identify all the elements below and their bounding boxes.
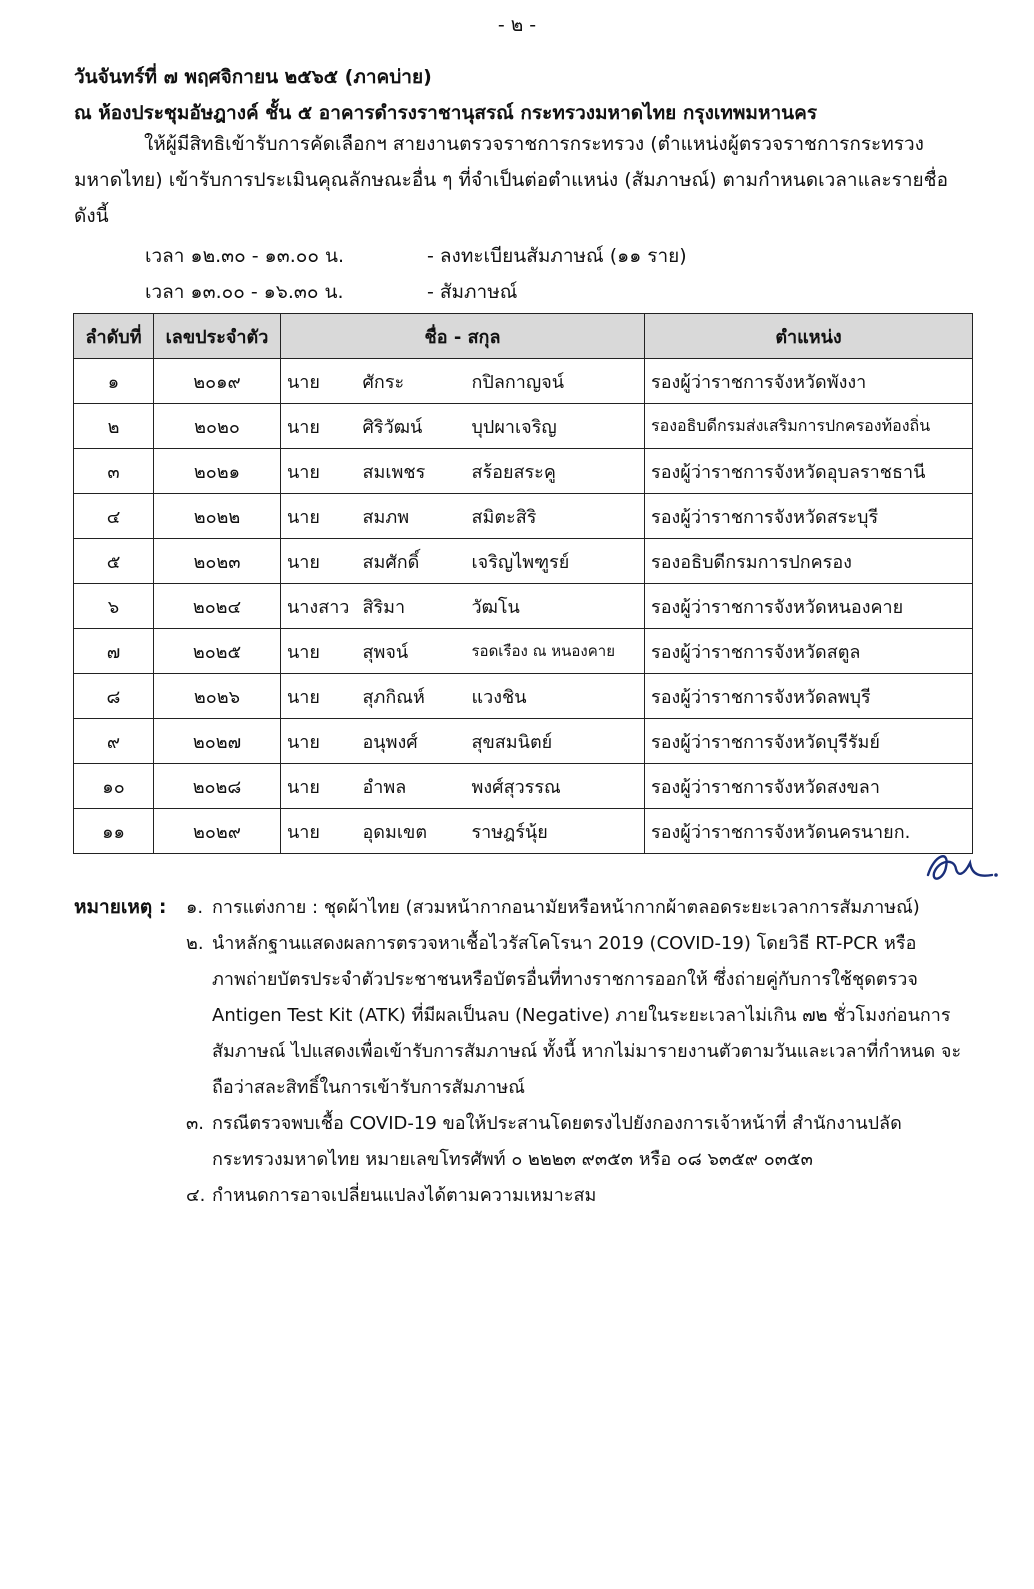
cell-position: รองผู้ว่าราชการจังหวัดสตูล: [645, 629, 973, 674]
cell-position: รองผู้ว่าราชการจังหวัดหนองคาย: [645, 584, 973, 629]
table-row: [74, 764, 973, 809]
cell-first-name: สมภพ: [357, 494, 466, 539]
cell-order: ๙: [74, 719, 154, 764]
cell-last-name: วัฒโน: [466, 584, 645, 629]
cell-first-name: อนุพงศ์: [357, 719, 466, 764]
note-item-3: [186, 1106, 976, 1178]
cell-id: ๒๐๒๐: [154, 404, 281, 449]
table-row: [74, 494, 973, 539]
cell-order: ๗: [74, 629, 154, 674]
cell-title: นาย: [281, 809, 357, 854]
cell-position: รองผู้ว่าราชการจังหวัดลพบุรี: [645, 674, 973, 719]
cell-first-name: สุภกิณห์: [357, 674, 466, 719]
cell-title: นาย: [281, 764, 357, 809]
table-row: [74, 449, 973, 494]
cell-order: ๑: [74, 359, 154, 404]
table-row: [74, 719, 973, 764]
cell-position: รองผู้ว่าราชการจังหวัดนครนายก.: [645, 809, 973, 854]
cell-order: ๔: [74, 494, 154, 539]
cell-order: ๖: [74, 584, 154, 629]
cell-id: ๒๐๒๓: [154, 539, 281, 584]
cell-id: ๒๐๒๑: [154, 449, 281, 494]
cell-position: รองอธิบดีกรมการปกครอง: [645, 539, 973, 584]
cell-first-name: สมศักดิ์: [357, 539, 466, 584]
cell-title: นาย: [281, 494, 357, 539]
cell-first-name: ศิริวัฒน์: [357, 404, 466, 449]
cell-last-name: สมิตะสิริ: [466, 494, 645, 539]
date-line: วันจันทร์ที่ ๗ พฤศจิกายน ๒๕๖๕ (ภาคบ่าย): [74, 66, 432, 88]
table-row: [74, 539, 973, 584]
cell-title: นาย: [281, 719, 357, 764]
cell-last-name: เจริญไพฑูรย์: [466, 539, 645, 584]
note-item-2: [186, 926, 976, 1106]
cell-first-name: สมเพชร: [357, 449, 466, 494]
cell-id: ๒๐๒๕: [154, 629, 281, 674]
cell-order: ๕: [74, 539, 154, 584]
cell-last-name: สุขสมนิตย์: [466, 719, 645, 764]
cell-last-name: สร้อยสระคู: [466, 449, 645, 494]
header-order: ลำดับที่: [74, 314, 154, 359]
cell-id: ๒๐๒๔: [154, 584, 281, 629]
cell-title: นาย: [281, 449, 357, 494]
candidate-table: [73, 313, 973, 854]
cell-title: นางสาว: [281, 584, 357, 629]
cell-position: รองผู้ว่าราชการจังหวัดบุรีรัมย์: [645, 719, 973, 764]
table-row: [74, 629, 973, 674]
note-item-4: [186, 1178, 976, 1214]
note-number: ๒.: [186, 933, 204, 954]
note-text: กำหนดการอาจเปลี่ยนแปลงได้ตามความเหมาะสม: [212, 1185, 597, 1206]
cell-title: นาย: [281, 359, 357, 404]
cell-first-name: สุพจน์: [357, 629, 466, 674]
cell-order: ๑๐: [74, 764, 154, 809]
page-number: - ๒ -: [497, 14, 537, 36]
notes-label: หมายเหตุ :: [74, 896, 167, 918]
note-item-1: [186, 890, 976, 926]
cell-order: ๑๑: [74, 809, 154, 854]
cell-id: ๒๐๒๘: [154, 764, 281, 809]
cell-order: ๓: [74, 449, 154, 494]
note-number: ๑.: [186, 897, 204, 918]
schedule-activity-1: - ลงทะเบียนสัมภาษณ์ (๑๑ ราย): [427, 245, 687, 267]
note-text: กรณีตรวจพบเชื้อ COVID-19 ขอให้ประสานโดยตรงไปยังกองการเจ้าหน้าที่ สำนักงานปลัดกระทรวงมหาดไทย หมายเลขโทรศัพท์ ๐ ๒๒๒๓ ๙๓๕๓ หรือ ๐๘ ๖๓๕๙ ๐๓๕๓: [212, 1113, 902, 1170]
table-row: [74, 809, 973, 854]
cell-title: นาย: [281, 404, 357, 449]
cell-last-name: รอดเรือง ณ หนองคาย: [466, 629, 645, 674]
cell-title: นาย: [281, 674, 357, 719]
table-header-row: [74, 314, 973, 359]
cell-order: ๒: [74, 404, 154, 449]
cell-last-name: ราษฎร์นุ้ย: [466, 809, 645, 854]
table-row: [74, 359, 973, 404]
cell-first-name: อุดมเขต: [357, 809, 466, 854]
cell-title: นาย: [281, 629, 357, 674]
cell-first-name: ศักระ: [357, 359, 466, 404]
cell-last-name: บุปผาเจริญ: [466, 404, 645, 449]
intro-paragraph: ให้ผู้มีสิทธิเข้ารับการคัดเลือกฯ สายงานตรวจราชการกระทรวง (ตำแหน่งผู้ตรวจราชการกระทรวงมหาดไทย) เข้ารับการประเมินคุณลักษณะอื่น ๆ ที่จำเป็นต่อตำแหน่ง (สัมภาษณ์) ตามกำหนดเวลาและรายชื่อ ดังนี้: [74, 133, 948, 227]
cell-first-name: สิริมา: [357, 584, 466, 629]
cell-position: รองผู้ว่าราชการจังหวัดสระบุรี: [645, 494, 973, 539]
table-row: [74, 674, 973, 719]
cell-order: ๘: [74, 674, 154, 719]
header-name: ชื่อ - สกุล: [281, 314, 645, 359]
cell-position: รองผู้ว่าราชการจังหวัดสงขลา: [645, 764, 973, 809]
schedule-time-2: เวลา ๑๓.๐๐ - ๑๖.๓๐ น.: [145, 281, 344, 303]
schedule-time-1: เวลา ๑๒.๓๐ - ๑๓.๐๐ น.: [145, 245, 345, 267]
cell-id: ๒๐๒๖: [154, 674, 281, 719]
cell-last-name: พงศ์สุวรรณ: [466, 764, 645, 809]
schedule-activity-2: - สัมภาษณ์: [427, 281, 518, 303]
table-row: [74, 584, 973, 629]
signature-mark: [920, 845, 1000, 889]
cell-id: ๒๐๒๒: [154, 494, 281, 539]
cell-id: ๒๐๒๗: [154, 719, 281, 764]
venue-line: ณ ห้องประชุมอัษฎางค์ ชั้น ๕ อาคารดำรงราชานุสรณ์ กระทรวงมหาดไทย กรุงเทพมหานคร: [74, 102, 818, 124]
note-number: ๔.: [186, 1185, 206, 1206]
note-text: นำหลักฐานแสดงผลการตรวจหาเชื้อไวรัสโคโรนา 2019 (COVID-19) โดยวิธี RT-PCR หรือภาพถ่ายบัตรประจำตัวประชาชนหรือบัตรอื่นที่ทางราชการออกให้ ซึ่งถ่ายคู่กับการใช้ชุดตรวจ Antigen Test Kit (ATK) ที่มีผลเป็นลบ (Negative) ภายในระยะเวลาไม่เกิน ๗๒ ชั่วโมงก่อนการสัมภาษณ์ ไปแสดงเพื่อเข้ารับการสัมภาษณ์ ทั้งนี้ หากไม่มารายงานตัวตามวันและเวลาที่กำหนด จะถือว่าสละสิทธิ์ในการเข้ารับการสัมภาษณ์: [212, 933, 962, 1098]
header-position: ตำแหน่ง: [645, 314, 973, 359]
cell-last-name: แวงชิน: [466, 674, 645, 719]
cell-first-name: อำพล: [357, 764, 466, 809]
cell-position: รองอธิบดีกรมส่งเสริมการปกครองท้องถิ่น: [645, 404, 973, 449]
cell-position: รองผู้ว่าราชการจังหวัดพังงา: [645, 359, 973, 404]
cell-position: รองผู้ว่าราชการจังหวัดอุบลราชธานี: [645, 449, 973, 494]
cell-last-name: กปิลกาญจน์: [466, 359, 645, 404]
cell-id: ๒๐๑๙: [154, 359, 281, 404]
note-text: การแต่งกาย : ชุดผ้าไทย (สวมหน้ากากอนามัยหรือหน้ากากผ้าตลอดระยะเวลาการสัมภาษณ์): [212, 897, 920, 918]
cell-id: ๒๐๒๙: [154, 809, 281, 854]
cell-title: นาย: [281, 539, 357, 584]
header-id: เลขประจำตัว: [154, 314, 281, 359]
note-number: ๓.: [186, 1113, 205, 1134]
table-row: [74, 404, 973, 449]
